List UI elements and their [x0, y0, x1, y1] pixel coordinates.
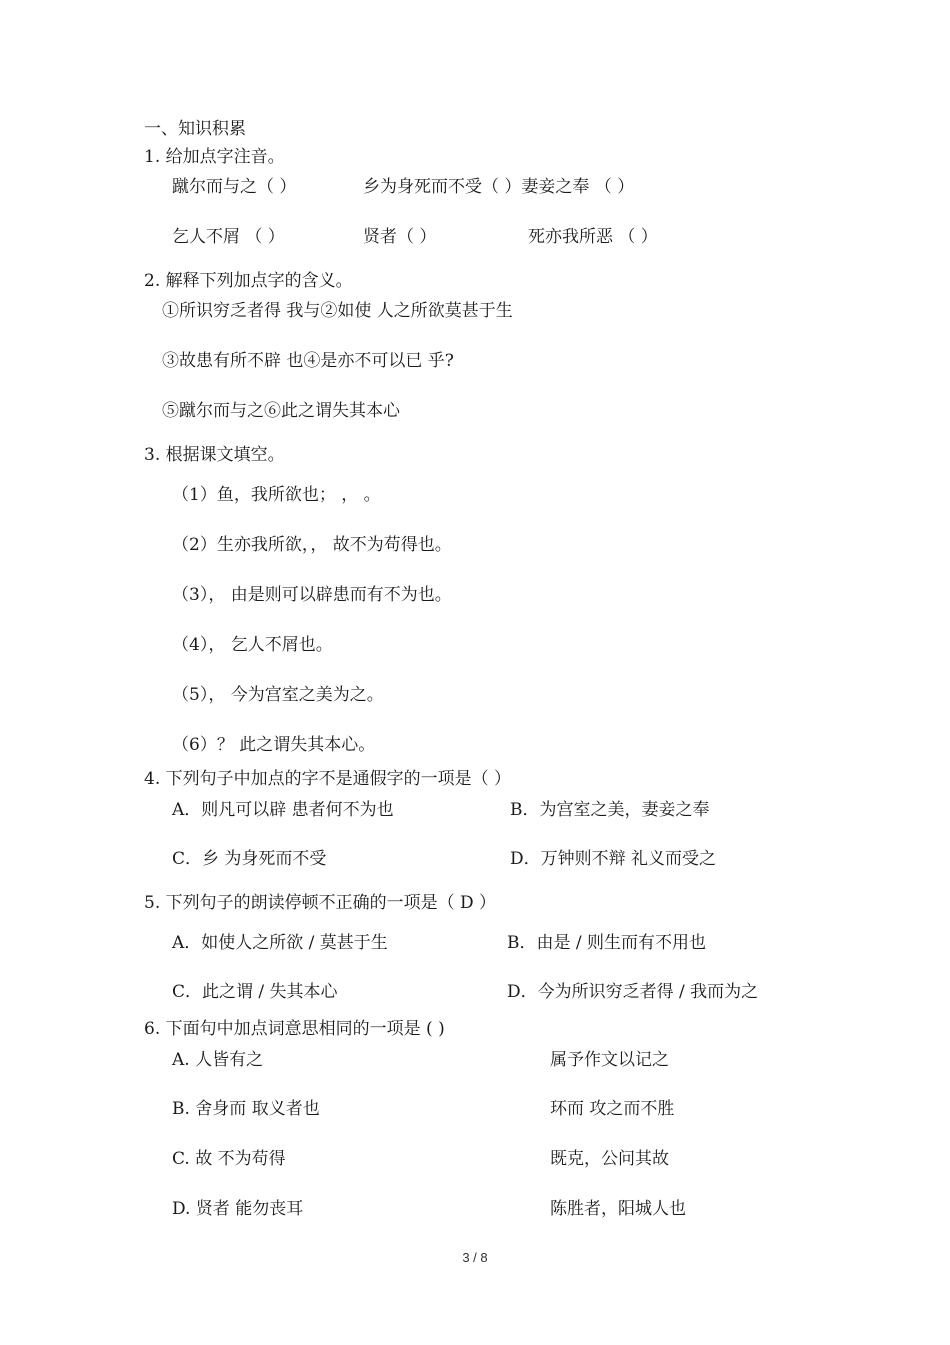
q3-title: 3. 根据课文填空。: [144, 445, 285, 465]
q2-title: 2. 解释下列加点字的含义。: [144, 271, 353, 291]
q4-title: 4. 下列句子中加点的字不是通假字的一项是（ ）: [144, 769, 512, 789]
q5-option: B．由是 / 则生而有不用也: [507, 933, 707, 953]
q5-option: D．今为所识穷乏者得 / 我而为之: [507, 982, 759, 1002]
q4-option: B．为宫室之美，妻妾之奉: [510, 800, 710, 820]
q1-item: 蹴尔而与之（ ）: [172, 177, 297, 197]
q5-option: C．此之谓 / 失其本心: [172, 982, 338, 1002]
q6-option: D. 贤者 能勿丧耳: [172, 1199, 304, 1219]
q1-item: 贤者（ ）: [363, 227, 437, 247]
q6-option: 环而 攻之而不胜: [550, 1099, 675, 1119]
q6-title: 6. 下面句中加点词意思相同的一项是 ( ): [144, 1019, 445, 1039]
q2-line: ①所识穷乏者得 我与②如使 人之所欲莫甚于生: [162, 301, 513, 321]
q3-line: （3）， 由是则可以辟患而有不为也。: [172, 585, 452, 605]
q6-option: 陈胜者，阳城人也: [550, 1199, 686, 1219]
q1-item: 乡为身死而不受（ ）妻妾之奉 （ ）: [363, 177, 635, 197]
q6-option: B. 舍身而 取义者也: [172, 1099, 320, 1119]
q6-option: C. 故 不为苟得: [172, 1149, 286, 1169]
q2-line: ⑤蹴尔而与之⑥此之谓失其本心: [162, 401, 400, 421]
q5-option: A．如使人之所欲 / 莫甚于生: [172, 933, 388, 953]
q1-item: 死亦我所恶 （ ）: [528, 227, 658, 247]
section-title: 一、知识积累: [144, 119, 246, 139]
q5-title: 5. 下列句子的朗读停顿不正确的一项是（ D ）: [144, 893, 497, 913]
q3-line: （6）？ 此之谓失其本心。: [172, 735, 376, 755]
q2-line: ③故患有所不辟 也④是亦不可以已 乎?: [162, 351, 454, 371]
q3-line: （4）， 乞人不屑也。: [172, 635, 333, 655]
q3-line: （5）， 今为宫室之美为之。: [172, 685, 384, 705]
q4-option: A．则凡可以辟 患者何不为也: [172, 800, 394, 820]
q6-option: 属予作文以记之: [550, 1050, 669, 1070]
page-number: 3 / 8: [462, 1250, 488, 1265]
q3-line: （2）生亦我所欲，， 故不为苟得也。: [172, 535, 452, 555]
q6-option: 既克，公问其故: [550, 1149, 669, 1169]
q6-option: A. 人皆有之: [172, 1050, 264, 1070]
q4-option: C．乡 为身死而不受: [172, 849, 327, 869]
q1-title: 1. 给加点字注音。: [144, 147, 285, 167]
q1-item: 乞人不屑 （ ）: [172, 227, 285, 247]
q4-option: D．万钟则不辩 礼义而受之: [510, 849, 717, 869]
q3-line: （1）鱼，我所欲也； ， 。: [172, 485, 381, 505]
